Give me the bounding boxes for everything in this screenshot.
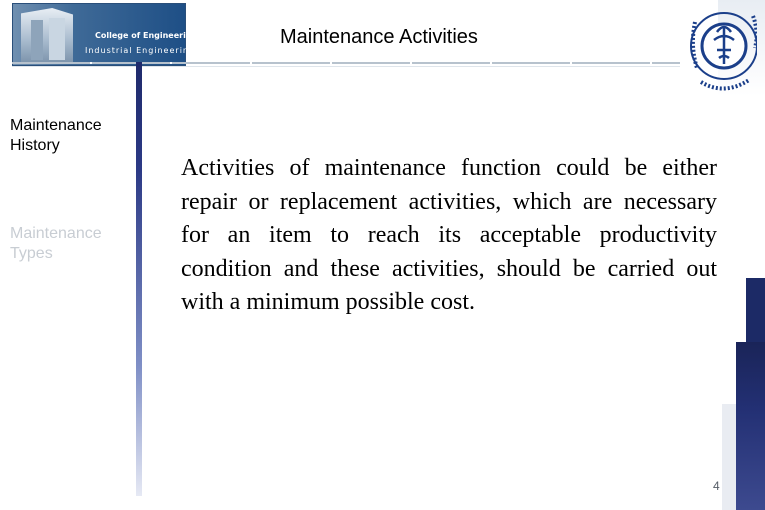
college-logo-icon	[12, 3, 198, 66]
sidebar-item-maintenance-types[interactable]	[10, 224, 102, 264]
content-paragraph: Activities of maintenance function could be either repair or replacement activities, which are necessary for an item to reach its acceptable productivity condition and these activities, should be carried out with a minimum possible cost.	[181, 155, 717, 315]
logo-department-text: Industrial Engineering	[85, 46, 196, 55]
sidebar-item-label-line1: Maintenance	[10, 117, 102, 134]
sidebar-item-maintenance-history[interactable]	[10, 116, 102, 156]
decor-bar-light	[722, 404, 736, 510]
sidebar-divider	[136, 62, 142, 496]
seal-bottom-lettering	[701, 80, 749, 89]
logo-college-text: College of Engineering	[95, 31, 198, 40]
slide-title: Maintenance Activities	[280, 26, 478, 48]
building-tower	[49, 18, 65, 60]
building-column	[31, 20, 43, 60]
decor-bar-upper	[746, 278, 765, 342]
sidebar-item-label-line2: History	[10, 137, 60, 154]
header-rule-thin	[12, 66, 680, 67]
building-graphic	[21, 8, 73, 62]
sidebar-item-label-line2: Types	[10, 245, 53, 262]
university-seal-icon	[687, 2, 757, 98]
header-rule	[12, 62, 680, 64]
decor-bar-dark	[736, 342, 765, 510]
sidebar-item-label-line1: Maintenance	[10, 225, 102, 242]
page-number: 4	[713, 479, 720, 493]
